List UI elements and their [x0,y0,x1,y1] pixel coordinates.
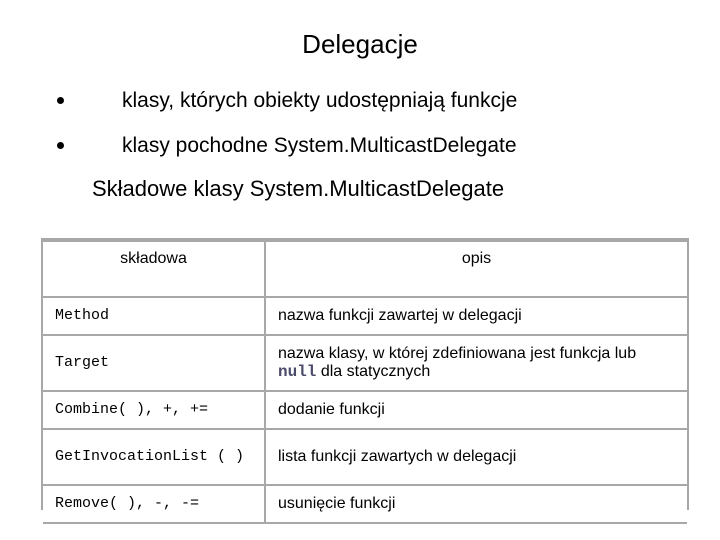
description-cell: lista funkcji zawartych w delegacji [266,430,687,484]
slide-title: Delegacje [302,29,418,59]
table-row [43,336,687,390]
header-description: opis [266,242,687,296]
description-text: nazwa klasy, w której zdefiniowana jest funkcja lub [278,345,637,362]
table-row [43,430,687,484]
member-cell: Combine( ), +, += [43,392,266,428]
bullet-text: klasy, których obiekty udostępniają funkcje [122,88,518,112]
members-table [41,238,689,510]
description-cell [266,336,687,390]
table-row [43,298,687,334]
description-cell: nazwa funkcji zawartej w delegacji [266,298,687,334]
table-subtitle: Składowe klasy System.MulticastDelegate [92,176,505,201]
header-member: składowa [43,242,266,296]
bullet-item [54,78,694,123]
member-cell: Method [43,298,266,334]
bullet-dot-icon [57,142,64,149]
bullet-item [54,123,694,168]
table-header-row [43,242,687,296]
bullet-text: klasy pochodne System.MulticastDelegate [122,133,517,157]
member-cell: Target [43,336,266,390]
null-keyword: null [278,363,317,381]
bullet-list [54,78,694,168]
table-row [43,392,687,428]
bullet-dot-icon [57,97,64,104]
description-cell: dodanie funkcji [266,392,687,428]
description-text-end: dla statycznych [316,363,431,380]
description-cell: usunięcie funkcji [266,486,687,522]
member-cell: Remove( ), -, -= [43,486,266,522]
table-row [43,486,687,522]
member-cell: GetInvocationList ( ) [43,430,266,484]
